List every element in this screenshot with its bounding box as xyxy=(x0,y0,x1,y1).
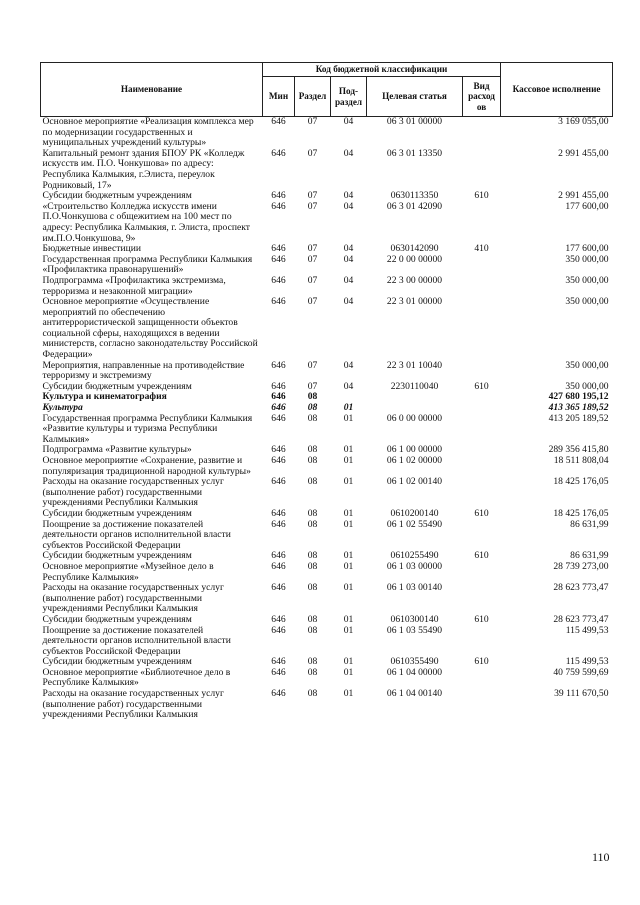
header-name: Наименование xyxy=(41,63,263,117)
table-row xyxy=(41,149,613,191)
table-row xyxy=(41,392,613,403)
row-celevaya: 0630142090 xyxy=(390,243,439,255)
header-code-group: Код бюджетной классификации xyxy=(263,63,501,77)
row-podrazdel: 01 xyxy=(343,412,354,424)
row-min: 646 xyxy=(271,507,286,519)
row-vid xyxy=(463,626,501,658)
row-podrazdel: 01 xyxy=(343,476,354,488)
row-vid xyxy=(463,668,501,689)
row-vid: 610 xyxy=(474,656,489,668)
row-podrazdel: 01 xyxy=(343,666,354,678)
row-celevaya: 0610200140 xyxy=(390,507,439,519)
row-name: «Строительство Колледжа искусств имени П.О.Чонкушова с общежитием на 100 мест по адресу: Республика Калмыкия, г. Элиста, проспект им.П.О.Чонкушова, 9» xyxy=(42,200,250,244)
row-razdel: 08 xyxy=(307,656,318,668)
row-vid xyxy=(463,361,501,382)
row-vid: 410 xyxy=(474,243,489,255)
row-min: 646 xyxy=(271,666,286,678)
row-vid xyxy=(463,477,501,509)
row-name: Основное мероприятие «Библиотечное дело в Республике Калмыкия» xyxy=(42,666,231,689)
row-sum: 2 991 455,00 xyxy=(558,190,609,202)
row-razdel: 07 xyxy=(307,274,318,286)
row-razdel: 07 xyxy=(307,296,318,308)
row-celevaya: 06 0 00 00000 xyxy=(386,412,443,424)
row-razdel: 07 xyxy=(307,243,318,255)
row-razdel: 08 xyxy=(307,455,318,466)
row-sum: 28 623 773,47 xyxy=(553,613,609,625)
row-name: Основное мероприятие «Музейное дело в Республике Калмыкия» xyxy=(42,560,214,583)
row-sum: 350 000,00 xyxy=(565,296,609,308)
row-razdel: 08 xyxy=(307,560,318,572)
budget-table xyxy=(40,62,613,721)
row-podrazdel: 01 xyxy=(343,402,354,414)
row-vid xyxy=(463,520,501,552)
header-kassovoe: Кассовое исполнение xyxy=(501,63,613,117)
row-name: Мероприятия, направленные на противодействие терроризму и экстремизму xyxy=(42,359,245,382)
row-name: Субсидии бюджетным учреждениям xyxy=(42,656,192,668)
header-min: Мин xyxy=(263,77,295,117)
row-sum: 18 425 176,05 xyxy=(553,507,609,519)
row-name: Государственная программа Республики Калмыкия «Профилактика правонарушений» xyxy=(42,253,253,276)
row-razdel: 08 xyxy=(307,507,318,519)
row-podrazdel: 01 xyxy=(343,624,354,636)
row-celevaya: 0610255490 xyxy=(390,550,439,562)
row-sum: 177 600,00 xyxy=(565,243,609,255)
row-podrazdel: 04 xyxy=(343,147,354,159)
row-min: 646 xyxy=(271,613,286,625)
row-min: 646 xyxy=(271,518,286,530)
row-name: Подпрограмма «Развитие культуры» xyxy=(42,444,192,456)
row-min: 646 xyxy=(271,402,286,414)
row-min: 646 xyxy=(271,147,286,159)
row-razdel: 07 xyxy=(307,200,318,212)
row-vid xyxy=(463,414,501,446)
row-celevaya: 06 1 02 00140 xyxy=(386,476,443,488)
row-vid xyxy=(463,255,501,276)
table-row xyxy=(41,297,613,361)
row-podrazdel: 01 xyxy=(343,582,354,594)
row-sum: 115 499,53 xyxy=(565,656,609,668)
row-sum: 350 000,00 xyxy=(565,380,609,392)
row-sum: 39 111 670,50 xyxy=(554,688,609,700)
row-celevaya: 06 3 01 00000 xyxy=(386,116,443,127)
row-podrazdel: 04 xyxy=(343,253,354,265)
row-celevaya: 22 3 00 00000 xyxy=(386,274,443,286)
row-razdel: 07 xyxy=(307,147,318,159)
table-row xyxy=(41,520,613,552)
row-razdel: 08 xyxy=(307,391,318,403)
row-min: 646 xyxy=(271,274,286,286)
row-razdel: 07 xyxy=(307,380,318,392)
row-min: 646 xyxy=(271,243,286,255)
row-name: Бюджетные инвестиции xyxy=(42,243,141,255)
row-razdel: 08 xyxy=(307,476,318,488)
row-razdel: 07 xyxy=(307,253,318,265)
row-sum: 86 631,99 xyxy=(570,518,609,530)
row-vid: 610 xyxy=(474,507,489,519)
row-min: 646 xyxy=(271,296,286,308)
row-name: Субсидии бюджетным учреждениям xyxy=(42,550,192,562)
row-podrazdel: 01 xyxy=(343,656,354,668)
row-celevaya: 06 1 03 55490 xyxy=(386,624,443,636)
row-sum: 86 631,99 xyxy=(570,550,609,562)
row-vid: 610 xyxy=(474,613,489,625)
row-name: Капитальный ремонт здания БПОУ РК «Колледж искусств им. П.О. Чонкушова» по адресу: Республика Калмыкия, г.Элиста, переулок Родниковый, 17» xyxy=(42,147,245,191)
table-row xyxy=(41,615,613,626)
row-sum: 177 600,00 xyxy=(565,200,609,212)
row-name: Основное мероприятие «Реализация комплекса мер по модернизации государственных и муниципальных учреждений культуры» xyxy=(42,116,254,149)
table-row xyxy=(41,583,613,615)
row-sum: 115 499,53 xyxy=(565,624,609,636)
table-row xyxy=(41,477,613,509)
row-celevaya: 22 3 01 10040 xyxy=(386,359,443,371)
row-sum: 289 356 415,80 xyxy=(548,444,609,456)
row-min: 646 xyxy=(271,200,286,212)
row-min: 646 xyxy=(271,380,286,392)
row-podrazdel: 01 xyxy=(343,613,354,625)
row-podrazdel: 04 xyxy=(343,274,354,286)
budget-table-page xyxy=(40,62,612,721)
table-row xyxy=(41,202,613,244)
row-vid xyxy=(463,403,501,414)
row-podrazdel: 01 xyxy=(343,455,354,466)
row-sum: 28 623 773,47 xyxy=(553,582,609,594)
row-podrazdel: 01 xyxy=(343,507,354,519)
row-podrazdel: 04 xyxy=(343,243,354,255)
row-sum: 40 759 599,69 xyxy=(553,666,609,678)
row-sum: 2 991 455,00 xyxy=(558,147,609,159)
row-min: 646 xyxy=(271,455,286,466)
row-sum: 18 425 176,05 xyxy=(553,476,609,488)
table-row xyxy=(41,414,613,446)
table-row xyxy=(41,668,613,689)
header-vid: Вид расход ов xyxy=(463,77,501,117)
header-celevaya: Целевая статья xyxy=(367,77,463,117)
row-celevaya: 0610355490 xyxy=(390,656,439,668)
row-vid xyxy=(463,392,501,403)
row-celevaya: 06 1 02 55490 xyxy=(386,518,443,530)
row-podrazdel: 04 xyxy=(343,380,354,392)
page-number: 110 xyxy=(592,850,610,864)
row-celevaya: 06 1 03 00000 xyxy=(386,560,443,572)
row-celevaya: 2230110040 xyxy=(390,380,439,392)
table-row xyxy=(41,509,613,520)
row-min: 646 xyxy=(271,359,286,371)
table-row xyxy=(41,276,613,297)
row-podrazdel: 04 xyxy=(343,200,354,212)
row-sum: 28 739 273,00 xyxy=(553,560,609,572)
row-razdel: 08 xyxy=(307,550,318,562)
row-vid xyxy=(463,297,501,361)
row-celevaya: 06 1 04 00000 xyxy=(386,666,443,678)
row-min: 646 xyxy=(271,624,286,636)
row-min: 646 xyxy=(271,476,286,488)
row-vid: 610 xyxy=(474,380,489,392)
row-sum: 427 680 195,12 xyxy=(548,391,609,403)
row-razdel: 08 xyxy=(307,582,318,594)
row-vid xyxy=(463,149,501,191)
row-name: Поощрение за достижение показателей деятельности органов исполнительной власти субъектов Российской Федерации xyxy=(42,624,231,657)
row-name: Культура xyxy=(42,402,83,414)
row-vid xyxy=(463,689,501,721)
row-celevaya: 06 1 03 00140 xyxy=(386,582,443,594)
row-min: 646 xyxy=(271,391,286,403)
row-name: Основное мероприятие «Сохранение, развитие и популяризация традиционной народной культуры» xyxy=(42,455,251,477)
row-celevaya: 0610300140 xyxy=(390,613,439,625)
row-celevaya: 22 0 00 00000 xyxy=(386,253,443,265)
row-razdel: 08 xyxy=(307,518,318,530)
row-podrazdel: 04 xyxy=(343,296,354,308)
table-body xyxy=(41,117,613,721)
row-vid xyxy=(463,562,501,583)
row-min: 646 xyxy=(271,412,286,424)
table-row xyxy=(41,361,613,382)
row-vid xyxy=(463,456,501,477)
row-podrazdel: 01 xyxy=(343,444,354,456)
row-sum: 350 000,00 xyxy=(565,253,609,265)
row-sum: 413 205 189,52 xyxy=(548,412,609,424)
table-header xyxy=(41,63,613,117)
table-row xyxy=(41,562,613,583)
row-vid: 610 xyxy=(474,550,489,562)
row-name: Расходы на оказание государственных услуг (выполнение работ) государственными учреждениями Республики Калмыкия xyxy=(42,476,224,509)
row-razdel: 08 xyxy=(307,666,318,678)
header-podrazdel: Под-раздел xyxy=(331,77,367,117)
row-podrazdel: 01 xyxy=(343,518,354,530)
row-sum: 18 511 808,04 xyxy=(553,455,609,466)
table-row xyxy=(41,456,613,477)
row-celevaya: 06 3 01 42090 xyxy=(386,200,443,212)
row-podrazdel: 04 xyxy=(343,359,354,371)
row-podrazdel: 01 xyxy=(343,560,354,572)
row-razdel: 08 xyxy=(307,444,318,456)
row-razdel: 08 xyxy=(307,613,318,625)
row-vid xyxy=(463,445,501,456)
table-row xyxy=(41,689,613,721)
row-podrazdel: 01 xyxy=(343,688,354,700)
row-razdel: 07 xyxy=(307,190,318,202)
row-name: Субсидии бюджетным учреждениям xyxy=(42,380,192,392)
row-celevaya: 22 3 01 00000 xyxy=(386,296,443,308)
table-row xyxy=(41,255,613,276)
row-sum: 413 365 189,52 xyxy=(548,402,609,414)
row-sum: 350 000,00 xyxy=(565,359,609,371)
row-vid xyxy=(463,583,501,615)
row-min: 646 xyxy=(271,560,286,572)
row-celevaya: 06 1 02 00000 xyxy=(386,455,443,466)
row-min: 646 xyxy=(271,253,286,265)
row-min: 646 xyxy=(271,116,286,127)
row-name: Субсидии бюджетным учреждениям xyxy=(42,190,192,202)
row-name: Государственная программа Республики Калмыкия «Развитие культуры и туризма Республики Калмыкия» xyxy=(42,412,253,445)
row-name: Расходы на оказание государственных услуг (выполнение работ) государственными учреждениями Республики Калмыкия xyxy=(42,688,224,721)
row-min: 646 xyxy=(271,656,286,668)
row-razdel: 08 xyxy=(307,688,318,700)
row-podrazdel: 01 xyxy=(343,550,354,562)
row-razdel: 07 xyxy=(307,359,318,371)
row-min: 646 xyxy=(271,550,286,562)
row-celevaya: 06 1 00 00000 xyxy=(386,444,443,456)
row-min: 646 xyxy=(271,190,286,202)
row-vid xyxy=(463,117,501,149)
row-podrazdel: 04 xyxy=(343,190,354,202)
table-row xyxy=(41,626,613,658)
row-name: Поощрение за достижение показателей деятельности органов исполнительной власти субъектов Российской Федерации xyxy=(42,518,231,551)
row-celevaya: 06 3 01 13350 xyxy=(386,147,443,159)
row-name: Подпрограмма «Профилактика экстремизма, терроризма и незаконной миграции» xyxy=(42,274,226,297)
row-razdel: 07 xyxy=(307,116,318,127)
row-celevaya: 06 1 04 00140 xyxy=(386,688,443,700)
row-celevaya xyxy=(367,392,463,403)
row-min: 646 xyxy=(271,582,286,594)
row-name: Субсидии бюджетным учреждениям xyxy=(42,507,192,519)
row-vid: 610 xyxy=(474,190,489,202)
row-name: Культура и кинематография xyxy=(42,391,167,403)
row-razdel: 08 xyxy=(307,402,318,414)
row-name: Субсидии бюджетным учреждениям xyxy=(42,613,192,625)
row-vid xyxy=(463,202,501,244)
row-razdel: 08 xyxy=(307,624,318,636)
row-min: 646 xyxy=(271,688,286,700)
row-razdel: 08 xyxy=(307,412,318,424)
row-celevaya: 0630113350 xyxy=(390,190,439,202)
row-podrazdel: 04 xyxy=(343,116,354,127)
row-sum: 3 169 055,00 xyxy=(558,116,609,127)
header-razdel: Раздел xyxy=(295,77,331,117)
table-row xyxy=(41,117,613,149)
row-name: Расходы на оказание государственных услуг (выполнение работ) государственными учреждениями Республики Калмыкия xyxy=(42,582,224,615)
row-vid xyxy=(463,276,501,297)
row-sum: 350 000,00 xyxy=(565,274,609,286)
row-name: Основное мероприятие «Осуществление мероприятий по обеспечению антитеррористической защищенности объектов социальной сферы, находящихся в ведении министерств, согласно законодательству Российской Федерации» xyxy=(42,296,258,361)
row-min: 646 xyxy=(271,444,286,456)
